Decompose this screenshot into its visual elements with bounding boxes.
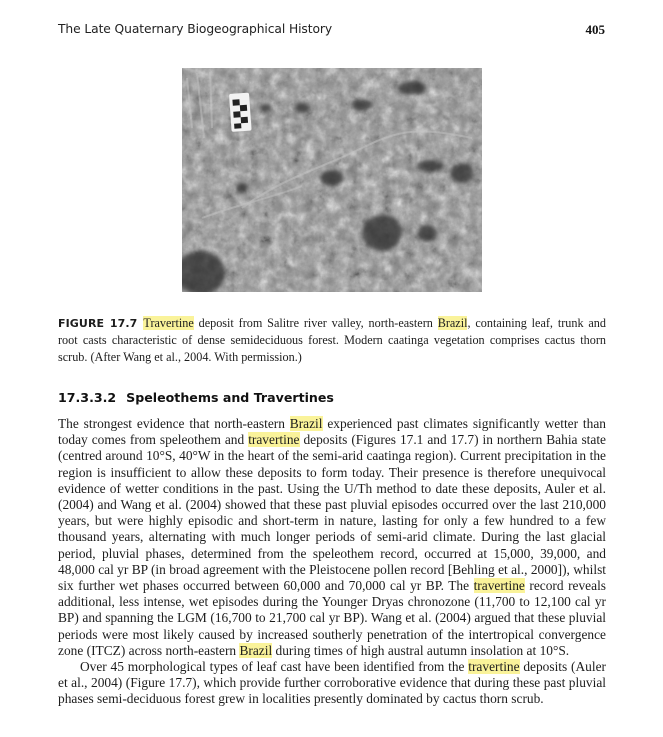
running-title: The Late Quaternary Biogeographical History [58,22,333,36]
text-run: The strongest evidence that north-eastern [58,416,290,431]
text-run: during times of high austral autumn insolation at 10°S. [272,642,570,658]
caption-text [58,316,606,364]
travertine-photo-image [182,68,482,292]
paragraph-2 [58,659,606,708]
highlighted-term: Brazil [239,642,273,658]
body-text [58,416,606,708]
section-title: Speleothems and Travertines [126,390,334,405]
text-run: , containing leaf, trunk and root casts characteristic of dense semideciduous forest. Modern caatinga vegetation comprises cactus thorn scrub. (After Wang et al., 2004. With permission.) [58,316,606,364]
caption-label: FIGURE 17.7 [58,317,138,330]
highlighted-term: travertine [468,659,520,675]
highlighted-term: Brazil [437,316,468,330]
text-run: deposits (Auler et al., 2004) (Figure 17.7), which provide further corroborative evidence that during these past pluvial phases semi-deciduous forest grew in localities presently dominated by cactus thorn scrub. [58,659,606,707]
page-number: 405 [585,22,605,37]
running-header [58,22,605,42]
highlighted-term: Brazil [289,416,323,431]
highlighted-term: travertine [248,432,300,448]
figure-photo [182,68,482,292]
text-run: Over 45 morphological types of leaf cast have been identified from the [80,659,469,675]
figure-caption [58,315,606,365]
text-run: deposit from Salitre river valley, north-eastern [193,316,438,330]
section-heading [58,390,334,405]
text-run: deposits (Figures 17.1 and 17.7) in northern Bahia state (centred around 10°S, 40°W in the heart of the semi-arid caatinga region). Current precipitation in the region is insufficient to allow these deposits to form today. Their presence is therefore unequivocal evidence of wetter conditions in the past. Using the U/Th method to date these deposits, Auler et al. (2004) and Wang et al. (2004) showed that these past pluvial episodes occurred over the last 210,000 years, but were highly episodic and short-term in nature, lasting for only a few hundred to a few thousand years, alternating with much longer periods of semi-arid climate. During the last glacial period, pluvial phases, determined from the speleothem record, occurred at 15,000, 39,000, and 48,000 cal yr BP (in broad agreement with the Pleistocene pollen record [Behling et al., 2000]), whilst six further wet phases occurred between 60,000 and 70,000 cal yr BP. The [58,432,606,594]
paragraph-1 [58,416,606,659]
scale-bar [229,93,252,132]
section-number: 17.3.3.2 [58,390,117,405]
text-run: experienced past climates significantly wetter than today comes from speleothem and [58,416,606,448]
text-run: record reveals additional, less intense, wet episodes during the Younger Dryas chronozone (11,700 to 12,100 cal yr BP) and spanning the LGM (16,700 to 21,700 cal yr BP). Wang et al. (2004) argued that these pluvial periods were most likely caused by increased southerly penetration of the intertropical convergence zone (ITCZ) across north-eastern [58,578,606,658]
highlighted-term: Travertine [143,316,194,330]
highlighted-term: travertine [473,578,525,594]
